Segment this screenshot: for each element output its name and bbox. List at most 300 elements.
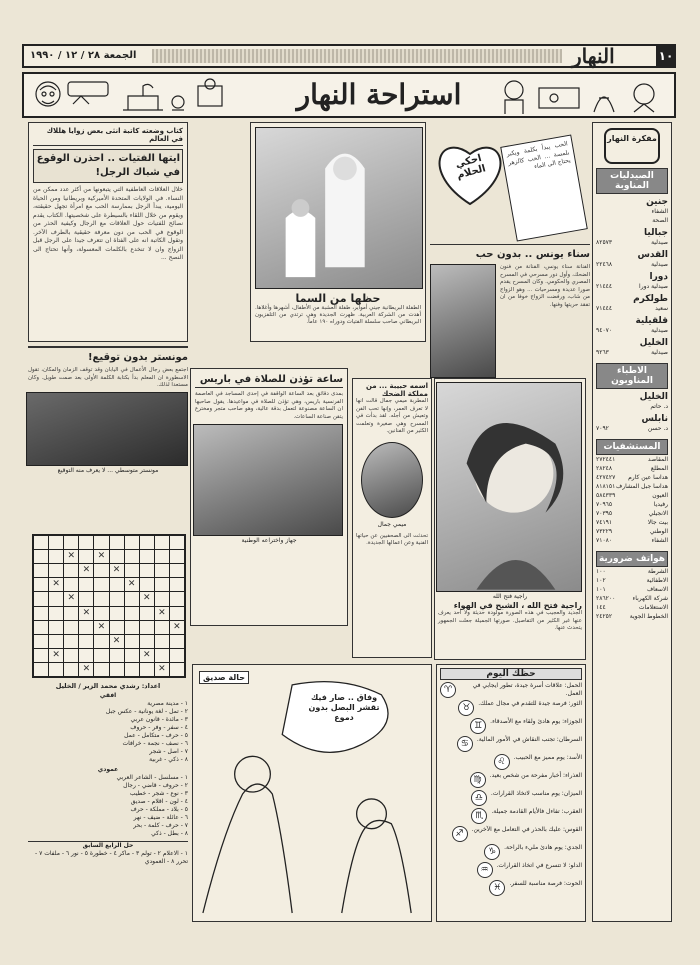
crossword-cell[interactable] [49,663,63,676]
entry-label: صيدلية [651,349,668,356]
entry-label: بيت جالا [647,519,668,526]
entry-label: الصحة [652,217,668,224]
mimi-article [352,378,432,658]
pharmacies-list [596,197,668,357]
date-label: الجمعة ٢٨ / ١٢ / ١٩٩٠ [30,50,137,61]
horoscope-item [440,754,582,770]
crossword-cell[interactable] [64,607,78,620]
vertical-title: عمودي [97,766,119,773]
entry-phone: ٧١٠٨٠ [596,537,613,544]
crossword-cell[interactable] [79,550,93,563]
section-banner [22,72,676,118]
ragia-article [434,378,586,660]
horizontal-clue-7: ٧ - اصل - شجر [149,748,188,755]
crossword-cell[interactable] [140,550,154,563]
crossword-cell[interactable] [34,578,48,591]
horizontal-title: افقي [99,692,117,699]
horizontal-clue-1: ١ - مدينة مصرية [147,700,188,707]
crossword-cell[interactable]: ✕ [94,550,108,563]
crossword-cell[interactable] [94,663,108,676]
crossword-cell[interactable] [79,578,93,591]
sidebar-entry [596,282,668,291]
ragia-body: الجديد والعجيب في هذه الصورة مولودة حديثة ولا أحد يعرف عنها غير الكثير من التفاصيل. صورتها الجميلة جعلت الجمهور يتحدث عنها. [438,610,582,631]
crossword-cell[interactable] [125,564,139,577]
entry-label: صيدلية دورا [639,283,668,290]
crossword-cell[interactable] [79,536,93,549]
doctors-list [596,392,668,433]
crossword-cell[interactable] [64,578,78,591]
previous-title: حل الرابع السابق [82,842,134,849]
sidebar-entry [596,464,668,473]
crossword-cell[interactable]: ✕ [155,663,169,676]
horoscope-list [440,682,582,896]
sidebar-entry [596,491,668,500]
horoscope-item [440,808,582,824]
crossword-cell[interactable] [155,649,169,662]
sidebar-entry [596,585,668,594]
horizontal-clue-5: ٥ - حرف - متكامل - عمل [124,732,188,739]
entry-label: سعيد [655,305,668,312]
phones-title: هواتف ضرورية [596,551,668,567]
horoscope-item [440,718,582,734]
sidebar-entry [596,612,668,621]
article-body: خلال العلاقات العاطفية التي يتبعونها من أكثر عدد ممكن من النساء. في الولايات المتحدة الأميركية وبريطانيا ومن الحياة اليومية، يبدأ الرجل بممارسة الحب مع امرأة تجهل حقيقته، ويقوم من خلال اللقاء بالسيطرة على شخصيتها. الكتاب يقدم نصائح للفتيات حول العلاقات مع الرجال وكيفية الحذر من الوقوع في الحب من دون معرفة حقيقية بالطرف الآخر. وتقول الكاتبة انه على الفتاة ان تتعرف جيدا على الرجل قبل الزواج وان لا تنخدع بالكلمات المعسولة، وأنها تحتاج الى النصح ... [33,186,183,261]
monsters-article [28,346,188,528]
entry-phone: ١٤٤ [596,604,606,611]
crossword-cell[interactable] [64,564,78,577]
horoscope-item [440,736,582,752]
entry-phone: ٢٨٦٢٠٠ [596,595,616,602]
masthead: النهار [572,44,615,68]
crossword-cell[interactable] [79,635,93,648]
crossword-cell[interactable] [64,649,78,662]
entry-label: رفيديا [653,501,668,508]
vertical-clue-3: ٣ - نوع - شجر - خطيب [129,790,188,797]
sidebar-entry [596,455,668,464]
crossword-cell[interactable] [94,564,108,577]
entry-label: د. حاتم [650,403,668,410]
entry-label: الاستعلامات [638,604,668,611]
horoscope-text: الجدي: يوم هادئ مليء بالراحة. [504,844,582,851]
crossword-grid [32,534,186,678]
mimi-extra: تحدثت الى الصحفيين عن حياتها الفنية وعن اعمالها الجديدة. [356,532,428,546]
crossword-cell[interactable] [94,592,108,605]
crossword-cell[interactable]: ✕ [64,592,78,605]
entry-label: المقاصد [647,456,668,463]
crossword-cell[interactable] [110,536,124,549]
entry-phone: ٥٨٤٣٣٩ [596,492,616,499]
crossword-cell[interactable]: ✕ [140,649,154,662]
crossword-cell[interactable] [49,621,63,634]
entry-phone: ٧١٤٤٤ [596,305,613,312]
horoscope-box [436,664,586,922]
entry-label: صيدلية [651,327,668,334]
ragia-caption: راجية فتح الله [492,593,528,600]
crossword-cell[interactable] [34,607,48,620]
vertical-clue-1: ١ - مسلسل - الشاعر العربي [116,774,188,781]
crossword-cell[interactable] [110,550,124,563]
phones-list [596,567,668,621]
city-name: قلقيلية [635,316,668,326]
entry-phone: ٧٤١٩١ [596,519,613,526]
crossword-cell[interactable] [64,663,78,676]
entry-phone: ١٠٠ [596,568,606,575]
crossword-cell[interactable] [94,607,108,620]
entry-phone: ٧٠٣٩٥ [596,510,613,517]
horoscope-text: الميزان: يوم مناسب لاتخاذ القرارات. [490,790,582,797]
horoscope-item [440,682,582,698]
crossword-cell[interactable]: ✕ [125,578,139,591]
crossword-cell[interactable] [155,621,169,634]
crossword-previous [28,841,188,866]
paris-article [190,368,348,626]
zodiac-icon: ♓ [489,880,505,896]
sidebar-entry [596,326,668,335]
crossword-cell[interactable] [110,649,124,662]
crossword-cell[interactable]: ✕ [49,578,63,591]
horoscope-text: السرطان: تجنب النقاش في الأمور المالية. [476,736,582,743]
horizontal-clue-6: ٦ - نصف - نجمة - خرافات [122,740,188,747]
city-name: طولكرم [633,294,668,304]
paris-body: بمدى دقائق بعد الساعة الواقفة في إحدى المساجد في العاصمة الفرنسية باريس، وهي تؤذن للصلاة في مواعيدها. يقول صاحبها ان الساعة مصنوعة لتعمل بدقة عالية، وهو صاحب متجر ومخترع يتقن صناعة الساعات. [195,391,343,420]
horizontal-clue-3: ٣ - مائدة - قانون عربي [130,716,188,723]
monsters-title: مونستر بدون توقيع! [88,352,188,363]
sidebar-entry [596,207,668,216]
entry-label: الشرطة [647,568,668,575]
crossword-cell[interactable] [125,663,139,676]
crossword-cell[interactable]: ✕ [79,663,93,676]
crossword-cell[interactable] [94,649,108,662]
city-name: الخليل [639,392,668,402]
city-name: الخليل [639,338,668,348]
mimi-caption: ميمي جمال [377,520,407,528]
header-rule [152,49,562,63]
sidebar-entry [596,567,668,576]
crossword-cell[interactable] [110,621,124,634]
sidebar-entry [596,260,668,269]
crossword-cell[interactable] [170,592,184,605]
horoscope-text: الحمل: علاقات أسرة جيدة، تطور ايجابي في العمل. [472,682,582,697]
section-title: استراحة النهار [296,78,462,111]
entry-phone: ٧٠٩٢ [596,425,609,432]
crossword-cell[interactable] [125,607,139,620]
sidebar-logo: مفكرة النهار [604,128,660,164]
crossword-cell[interactable]: ✕ [155,607,169,620]
sanaa-photo [430,264,496,378]
crossword-cell[interactable]: ✕ [110,635,124,648]
paris-title: ساعة تؤذن للصلاة في باريس [195,373,343,388]
city-name: جباليا [644,228,668,238]
hospitals-list [596,455,668,545]
crossword-cell[interactable]: ✕ [170,621,184,634]
sidebar-entry [596,594,668,603]
crossword-cell[interactable] [49,564,63,577]
crossword-cell[interactable] [125,635,139,648]
mimi-photo [361,442,423,518]
city-name: جنين [646,197,668,207]
zodiac-icon: ♋ [457,736,473,752]
mimi-body: المطربة ميمي جمال قالت انها لا تعرف العمر، وإنها تحب الفن وتعيش من أجله. لقد بدأت في المسرح وهي صغيرة وتعلمت الكثير من الفنانين. [356,398,428,434]
entry-label: الشفاء [651,208,668,215]
crossword-cell[interactable] [34,621,48,634]
sidebar-entry [596,603,668,612]
horoscope-item [440,772,582,788]
left-illustrations [28,76,228,116]
crossword-cell[interactable] [64,536,78,549]
entry-label: شركة الكهرباء [632,595,668,602]
crossword-cell[interactable] [34,564,48,577]
crossword-cell[interactable]: ✕ [79,564,93,577]
article-headline: ايتها الفتيات .. احذرن الوقوع في شباك الرجل! [33,149,183,183]
horoscope-item [440,700,582,716]
crossword-cell[interactable] [34,592,48,605]
crossword-cell[interactable] [110,578,124,591]
crossword-cell[interactable]: ✕ [140,592,154,605]
crossword-cell[interactable] [140,564,154,577]
entry-phone: ٨٢٥٧٣ [596,239,613,246]
mimi-title: اسمه حبيبة ... من مملكة الضحك [365,382,428,398]
entry-phone: ٩٤٠٧٠ [596,327,613,334]
crossword-horizontal [28,692,188,764]
sidebar-entry [596,518,668,527]
crossword-cell[interactable] [110,607,124,620]
entry-label: هداسا جبل المشارف [616,483,668,490]
crossword-cell[interactable] [49,536,63,549]
horoscope-item [440,826,582,842]
entry-label: صيدلية [651,261,668,268]
entry-label: هداسا عين كارم [628,474,668,481]
crossword-cell[interactable] [94,635,108,648]
love-title: احكي الحلام [454,152,488,182]
ragia-title: راجية فتح الله ، الشبح في الهواء [453,601,582,610]
sidebar-entry [596,238,668,247]
sidebar-entry [596,473,668,482]
previous-text: ١ - الاعلام ٢ - تولم ٣ - ماكر ٤ - خطورة ٥ - نور ٦ - ملفات ٧ - تحرر ٨ - العمودي [34,850,188,865]
crossword-cell[interactable] [140,621,154,634]
crossword-cell[interactable] [94,578,108,591]
monsters-photo [26,392,188,466]
horoscope-title: حظك اليوم [440,668,582,680]
zodiac-icon: ♐ [452,826,468,842]
bride-title: حظها من السما [295,292,381,305]
ragia-photo-art [437,383,581,591]
entry-phone: ٢٧٢٤٤١ [596,456,616,463]
zodiac-icon: ♍ [470,772,486,788]
crossword-cell[interactable] [125,536,139,549]
vertical-clue-6: ٦ - عائلة - ضيف - نهر [133,814,188,821]
cartoon-title: حالة صديق [199,671,249,684]
entry-phone: ٧٠٩٦٥ [596,501,613,508]
city-name: دورا [649,272,668,282]
crossword-cell[interactable]: ✕ [79,607,93,620]
zodiac-icon: ♈ [440,682,456,698]
crossword-cell[interactable] [49,607,63,620]
crossword-cell[interactable]: ✕ [49,649,63,662]
entry-label: صيدلية [651,239,668,246]
sidebar-entry [596,216,668,225]
crossword-cell[interactable] [140,536,154,549]
crossword-cell[interactable] [34,663,48,676]
crossword-cell[interactable] [170,649,184,662]
crossword-cell[interactable] [155,536,169,549]
horizontal-clue-4: ٤ - سفر - وفر - حروف [130,724,188,731]
entry-phone: ٢١٤٤٤ [596,283,613,290]
crossword-cell[interactable] [79,649,93,662]
crossword-cell[interactable] [79,592,93,605]
horoscope-item [440,862,582,878]
love-text-card [500,134,588,241]
vertical-clue-2: ٢ - حروف - قاضي - رجال [123,782,188,789]
crossword-cell[interactable] [94,536,108,549]
bride-photo-art [256,128,422,288]
sidebar-entry [596,536,668,545]
crossword-cell[interactable] [49,592,63,605]
girls-warning-article [28,122,188,342]
entry-label: الوطني [649,528,668,535]
horoscope-text: الجوزاء: يوم هادئ ولقاء مع الأصدقاء. [490,718,582,725]
cartoon-speech: وفاق .. صار فيك تقشر البصل بدون دموع [308,693,380,722]
right-illustrations [494,76,674,116]
entry-phone: ١٠٢ [596,577,606,584]
doctors-title: الاطباء المناوبون [596,363,668,389]
entry-label: الانجيلي [648,510,668,517]
horoscope-text: الدلو: لا تتسرع في اتخاذ القرارات. [496,862,582,869]
entry-label: الخطوط الجوية [629,613,668,620]
entry-phone: ٢٢٤٦٨ [596,261,613,268]
sidebar-entry [596,348,668,357]
entry-phone: ٢٤٢٥٢ [596,613,613,620]
bride-caption: الطفلة البريطانية جيني أمواير، طفلة العشبة من الأطفال، أشهرها وأغلاها. أهدت من الشركة العربية. ظهرت الجديدة وهي ترتدي من التلفزيون البريطاني صاحب سلسلة الفتيات ودوراه ١٩٠ عاماً. [255,305,421,325]
crossword-cell[interactable]: ✕ [64,550,78,563]
zodiac-icon: ♒ [477,862,493,878]
paris-photo [193,424,343,536]
vertical-clue-7: ٧ - حرف - كلمة - بحر [133,822,188,829]
city-name: نابلس [641,414,668,424]
horoscope-text: الأسد: يوم مميز مع الحبيب. [513,754,582,761]
horoscope-text: الثور: فرصة جيدة للتقدم في مجال عملك. [478,700,582,707]
crossword-cell[interactable] [170,536,184,549]
crossword-cell[interactable] [49,550,63,563]
hospitals-title: المستشفيات [596,439,668,455]
crossword-cell[interactable] [155,592,169,605]
crossword-cell[interactable] [125,621,139,634]
crossword-cell[interactable] [170,607,184,620]
crossword-cell[interactable] [155,550,169,563]
crossword-cell[interactable] [170,578,184,591]
pharmacies-title: الصيدليات المناوبة [596,168,668,194]
crossword-cell[interactable] [79,621,93,634]
crossword-cell[interactable] [34,536,48,549]
sidebar-entry [596,304,668,313]
entry-label: الاسعاف [646,586,668,593]
horizontal-clue-2: ٢ - تمل - لغة يونانية - عكس جبل [105,708,188,715]
crossword-cell[interactable] [155,564,169,577]
crossword-cell[interactable] [155,578,169,591]
entry-phone: ٧٣٢٢٩ [596,528,613,535]
bride-article [250,122,426,342]
zodiac-icon: ♑ [484,844,500,860]
crossword-cell[interactable] [110,592,124,605]
crossword-cell[interactable]: ✕ [110,564,124,577]
crossword-cell[interactable] [170,663,184,676]
crossword-cell[interactable]: ✕ [94,621,108,634]
entry-phone: ٨١٨١٥١ [596,483,616,490]
crossword-section [28,534,188,924]
crossword-cell[interactable] [125,550,139,563]
zodiac-icon: ♊ [470,718,486,734]
paris-caption: جهاز واختراعه الوطنية [241,537,297,544]
horoscope-text: الحوت: فرصة مناسبة للسفر. [509,880,582,887]
crossword-cell[interactable] [170,635,184,648]
crossword-cell[interactable] [110,663,124,676]
sidebar-entry [596,424,668,433]
sidebar-entry [596,509,668,518]
entry-phone: ٤٢٧٤٢٧ [596,474,616,481]
horoscope-text: العذراء: أخبار مفرحة من شخص بعيد. [489,772,582,779]
sidebar [592,122,672,922]
horizontal-clue-8: ٨ - ذكي - غربية [149,756,188,763]
crossword-cell[interactable] [64,621,78,634]
zodiac-icon: ♌ [494,754,510,770]
entry-phone: ٩٢٦٣ [596,349,609,356]
entry-phone: ١٠١ [596,586,606,593]
horoscope-item [440,790,582,806]
crossword-cell[interactable] [34,649,48,662]
crossword-cell[interactable] [155,635,169,648]
crossword-cell[interactable] [34,635,48,648]
zodiac-icon: ♏ [471,808,487,824]
entry-label: الشفاء [651,537,668,544]
cartoon-box [192,664,432,922]
bride-photo [255,127,423,289]
sanaa-title: سناء يونس .. بدون حب [475,249,590,260]
crossword-author: اعداد: رشدي محمد الزير / الخليل [55,682,161,690]
crossword-cell[interactable] [170,564,184,577]
top-header-bar [22,44,676,68]
crossword-cell[interactable] [34,550,48,563]
vertical-clue-8: ٨ - بطل - ذكي [151,830,188,837]
crossword-cell[interactable] [140,663,154,676]
crossword-cell[interactable] [140,635,154,648]
entry-phone: ٢٨٢٤٨ [596,465,613,472]
crossword-cell[interactable] [140,578,154,591]
sidebar-entry [596,482,668,491]
vertical-clue-4: ٤ - لون - اقلام - صديق [130,798,188,805]
horoscope-item [440,880,582,896]
sidebar-entry [596,527,668,536]
love-text: الحب يبدأ بكلمة ويكبر بلمسة ... الحب كالزهر يحتاج الى الماء [506,140,572,171]
page-number: ١٠ [656,45,676,67]
monsters-body: اجتمع بعض رجال الأعمال في اليابان وقد توقف الزمان والمكان، تقول الاسطورة ان المعلم بدأ بكتابة الكلمة الأولى بعد صمت طويل. وكان مستعدا لذلك. [28,367,188,388]
zodiac-icon: ♎ [471,790,487,806]
entry-label: المطلع [650,465,668,472]
monsters-caption: مونستر متوسطي ... لا يعرف منه التوقيع [57,466,159,474]
crossword-cell[interactable] [140,607,154,620]
crossword-cell[interactable] [64,635,78,648]
crossword-vertical [28,766,188,838]
crossword-cell[interactable] [170,550,184,563]
horoscope-text: القوس: عليك بالحذر في التعامل مع الآخرين. [471,826,582,833]
love-tag [430,132,584,242]
vertical-clue-5: ٥ - بلاد - مملكة - حرف [130,806,188,813]
crossword-cell[interactable] [49,635,63,648]
sidebar-entry [596,576,668,585]
crossword-cell[interactable] [125,592,139,605]
crossword-cell[interactable] [125,649,139,662]
horoscope-text: العقرب: تفاءل فالأيام القادمة جميلة. [491,808,582,815]
entry-label: الاطفائية [646,577,668,584]
ragia-photo [436,382,582,592]
